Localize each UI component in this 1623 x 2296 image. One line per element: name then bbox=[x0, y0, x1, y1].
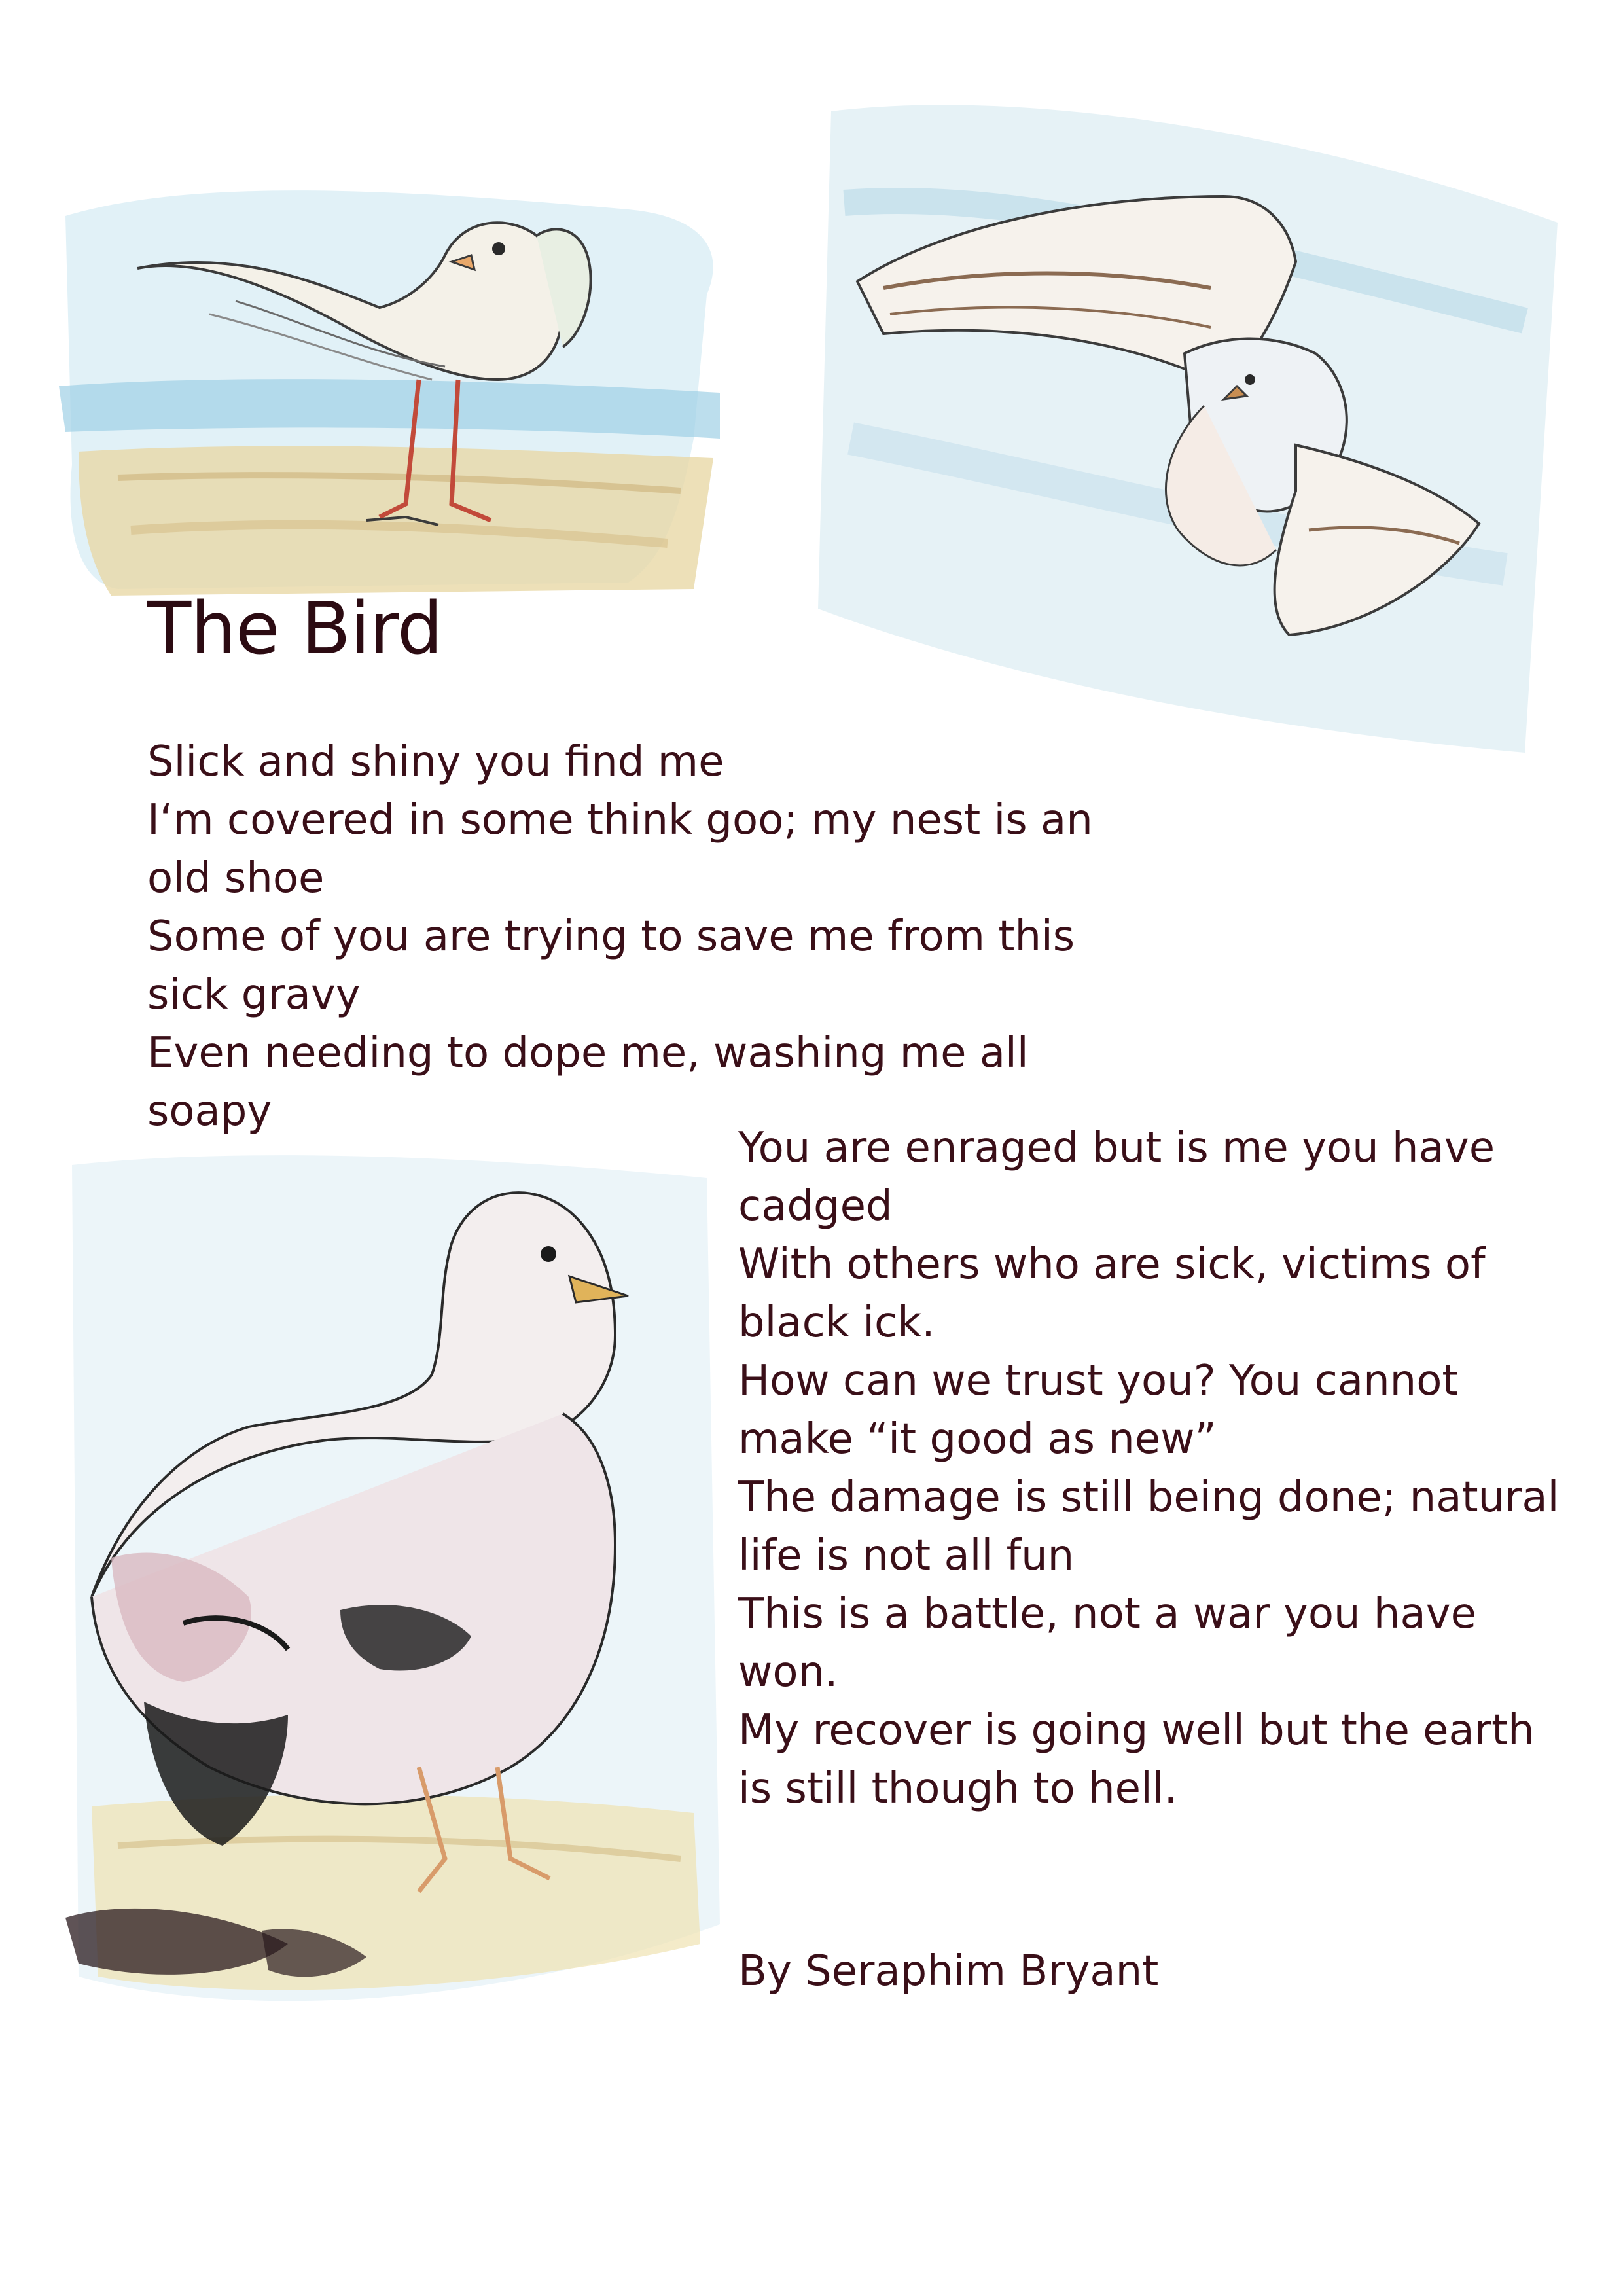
poem-line: How can we trust you? You cannot bbox=[738, 1357, 1459, 1405]
flying-gull-illustration bbox=[753, 72, 1590, 785]
stanza-1 bbox=[147, 733, 1093, 1141]
oiled-bird-illustration bbox=[52, 1139, 740, 2029]
poem-line: My recover is going well but the earth bbox=[738, 1706, 1535, 1755]
poem-line: Even needing to dope me, washing me all bbox=[147, 1029, 1029, 1077]
poem-line: You are enraged but is me you have bbox=[738, 1124, 1495, 1172]
poem-line: won. bbox=[738, 1648, 838, 1696]
poem-title: The Bird bbox=[147, 586, 442, 670]
author-byline: By Seraphim Bryant bbox=[738, 1947, 1159, 1996]
poem-line: cadged bbox=[738, 1182, 893, 1230]
stanza-2 bbox=[738, 1119, 1559, 1818]
flying-gull-drawing bbox=[753, 72, 1590, 785]
poem-line: is still though to hell. bbox=[738, 1765, 1177, 1813]
standing-gull-illustration bbox=[39, 164, 733, 609]
poem-line: black ick. bbox=[738, 1299, 935, 1347]
oiled-bird-drawing bbox=[52, 1139, 740, 2029]
poem-line: Slick and shiny you find me bbox=[147, 738, 724, 786]
poem-line: make “it good as new” bbox=[738, 1415, 1217, 1463]
poem-line: soapy bbox=[147, 1087, 272, 1136]
poem-line: sick gravy bbox=[147, 971, 361, 1019]
poem-line: The damage is still being done; natural bbox=[738, 1473, 1560, 1522]
standing-gull-drawing bbox=[39, 164, 733, 609]
poem-line: old shoe bbox=[147, 854, 325, 903]
poem-line: life is not all fun bbox=[738, 1532, 1075, 1580]
poem-line: This is a battle, not a war you have bbox=[738, 1590, 1476, 1638]
poem-line: With others who are sick, victims of bbox=[738, 1240, 1486, 1289]
poem-line: Some of you are trying to save me from this bbox=[147, 912, 1075, 961]
poem-line: I‘m covered in some think goo; my nest is an bbox=[147, 796, 1093, 844]
